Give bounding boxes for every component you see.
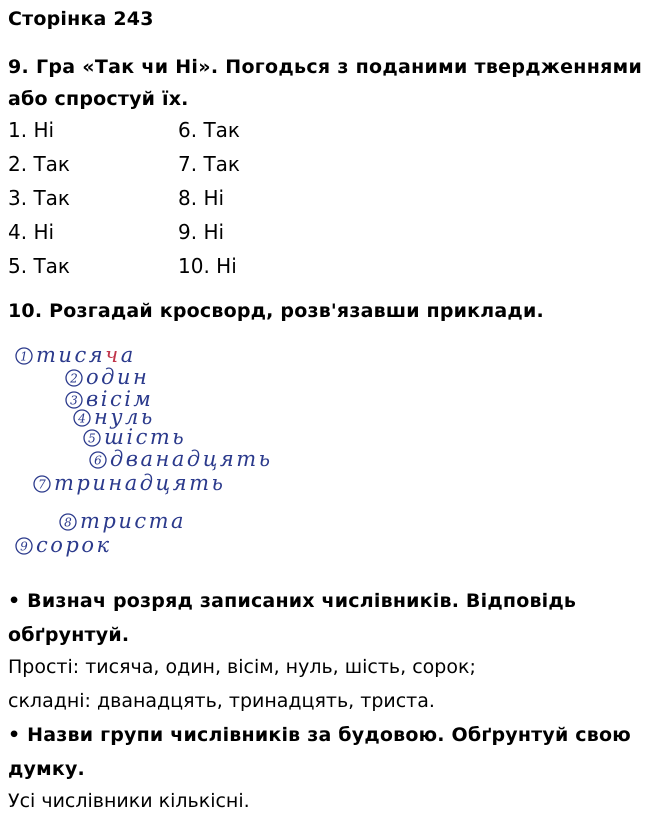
answer-item: 4. Ні [8, 220, 55, 244]
crossword-entry [66, 365, 149, 389]
entry-number: 4 [78, 411, 86, 426]
question1-answer-line1: Прості: тисяча, один, вісім, нуль, шість, сорок; [8, 656, 476, 678]
entry-number: 5 [88, 431, 96, 446]
task9-heading-line1: 9. Гра «Так чи Ні». Погодься з поданими твердженнями [8, 56, 643, 78]
entry-word: один [86, 365, 150, 389]
entry-number: 8 [64, 515, 72, 530]
task10-heading: 10. Розгадай кросворд, розв'язавши приклади. [8, 300, 544, 322]
crossword-entry [90, 447, 273, 471]
entry-word: вісім [86, 387, 154, 411]
entry-word: тисяча [36, 343, 136, 367]
question1-line2: обґрунтуй. [8, 624, 130, 646]
question1-answer-line2: складні: дванадцять, тринадцять, триста. [8, 690, 435, 712]
crossword-entry [16, 533, 112, 557]
crossword-entry [60, 509, 186, 533]
entry-number: 1 [20, 349, 28, 364]
entry-number: 6 [94, 453, 102, 468]
answer-item: 3. Так [8, 186, 70, 210]
page-title: Сторінка 243 [8, 8, 154, 30]
entry-number: 9 [20, 539, 28, 554]
crossword-entry [16, 343, 136, 367]
question2-line2: думку. [8, 758, 85, 780]
crossword-entry [34, 471, 225, 495]
question2-answer-line1: Усі числівники кількісні. [8, 790, 250, 812]
handwritten-crossword [8, 340, 338, 568]
entry-number: 3 [70, 393, 78, 408]
entry-number: 7 [38, 477, 46, 492]
answer-item: 8. Ні [178, 186, 225, 210]
entry-word: шість [104, 425, 187, 449]
entry-word: сорок [36, 533, 112, 557]
answer-item: 2. Так [8, 152, 70, 176]
entry-word: тринадцять [54, 471, 226, 495]
answer-item: 1. Ні [8, 118, 55, 142]
answer-item: 10. Ні [178, 254, 237, 278]
task9-heading-line2: або спростуй їх. [8, 88, 189, 110]
answer-item: 7. Так [178, 152, 240, 176]
entry-word: дванадцять [110, 447, 273, 471]
answer-item: 9. Ні [178, 220, 225, 244]
entry-number: 2 [70, 371, 78, 386]
entry-word: триста [80, 509, 187, 533]
entry-word: нуль [94, 405, 155, 429]
answer-item: 6. Так [178, 118, 240, 142]
question2-line1: • Назви групи числівників за будовою. Обґрунтуй свою [8, 724, 631, 746]
question1-line1: • Визнач розряд записаних числівників. Відповідь [8, 590, 577, 612]
answer-item: 5. Так [8, 254, 70, 278]
